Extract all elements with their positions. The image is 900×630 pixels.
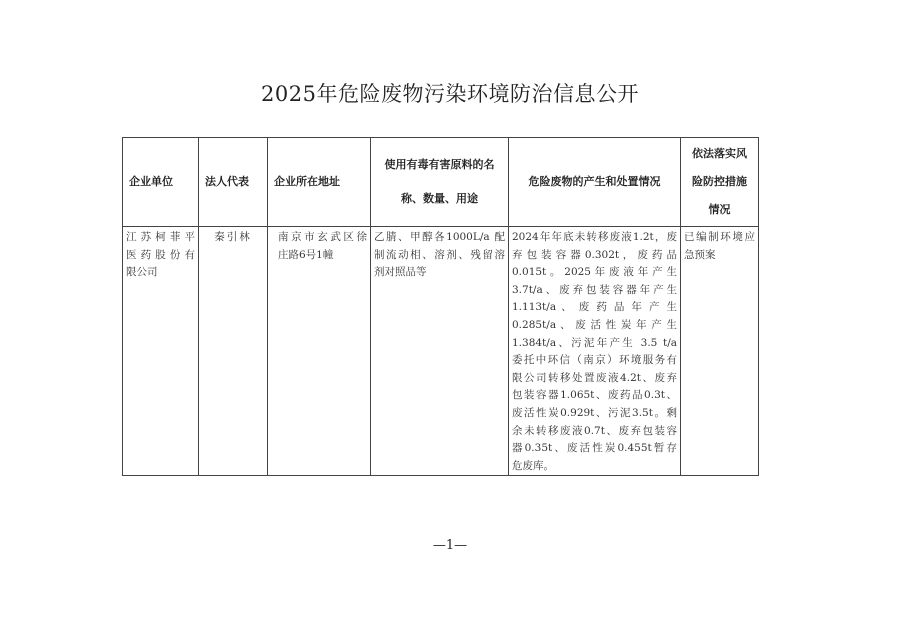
page-number: —1— [432,538,468,553]
legal-rep-text: 秦引林 [214,231,252,243]
header-line: 依法落实风 [692,147,747,160]
cell-text-line: 2024年年底未转移废液1.2t，废 [512,231,677,243]
cell-text-line: 医药股份有 [126,248,195,261]
cell-text-line: 急预案 [684,248,716,261]
cell-text-line: 器0.35t、废活性炭0.455t暂存 [512,442,677,455]
cell-text-line: 弃 包 装 容 器 0.302t ， 废 药 品 [512,248,677,261]
header-row [123,138,759,227]
header-line: 情况 [708,203,731,216]
cell-text-line: 委托中环信（南京）环境服务有 [512,354,677,367]
cell-text-line: 余未转移废液0.7t、废弃包装容 [512,424,677,437]
header-line: 使用有毒有害原料的名 [384,158,495,171]
cell-materials [371,227,509,476]
cell-text-line: 剂对照品等 [374,266,427,279]
cell-text-line: 1.113t/a 、 废 药 品 年 产 生 [512,301,677,314]
cell-risk [681,227,759,476]
document-title: 2025年危险废物污染环境防治信息公开 [261,82,639,106]
header-line: 险防控措施 [692,175,747,188]
header-materials [371,138,509,227]
cell-company [123,227,199,476]
cell-text-line: 江苏柯菲平 [126,231,195,243]
cell-waste [509,227,681,476]
header-waste: 危险废物的产生和处置情况 [509,138,681,227]
cell-text-line: 3.7t/a、废弃包装容器年产生 [512,283,677,296]
header-company: 企业单位 [123,138,199,227]
cell-address [268,227,371,476]
cell-legal-rep [199,227,268,476]
cell-text-line: 乙腈、甲醇各1000L/a 配 [374,231,505,243]
cell-text-line: 0.285t/a 、 废 活 性 炭 年 产 生 [512,318,677,331]
cell-text-line: 庄路6号1幢 [278,248,334,261]
cell-text-line: 限公司 [126,266,158,279]
cell-text-line: 已编制环境应 [684,231,755,243]
cell-text-line: 0.015t 。 2025 年 废 液 年 产 生 [512,266,677,279]
cell-text-line: 南京市玄武区徐 [278,231,367,243]
header-address: 企业所在地址 [268,138,371,227]
cell-text-line: 1.384t/a、污泥年产生 3.5 t/a [512,336,677,349]
info-table [122,137,759,476]
cell-text-line: 危废库。 [512,459,554,472]
header-legal-rep: 法人代表 [199,138,268,227]
header-line: 称、数量、用途 [401,192,478,205]
cell-text-line: 废活性炭0.929t、污泥3.5t。剩 [512,406,677,419]
cell-text-line: 包装容器1.065t、废药品0.3t、 [512,389,677,402]
cell-text-line: 制流动相、溶剂、残留溶 [374,248,505,261]
header-risk [681,138,759,227]
cell-text-line: 限公司转移处置废液4.2t、废弃 [512,371,677,384]
table-row [123,227,759,476]
